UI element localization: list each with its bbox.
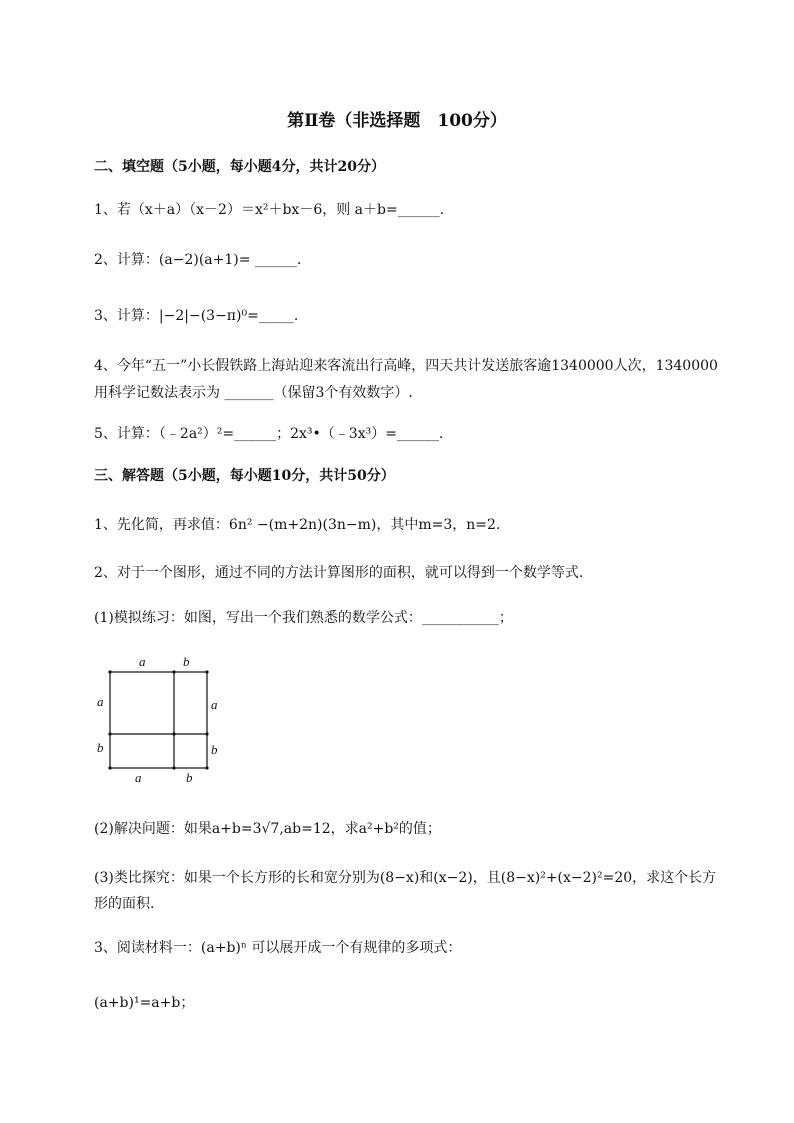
outer-square (110, 672, 207, 768)
corner-dot (108, 732, 111, 735)
solve-question-2-intro: 2、对于一个图形，通过不同的方法计算图形的面积，就可以得到一个数学等式. (94, 565, 584, 581)
section-3-heading: 三、解答题（5小题，每小题10分，共计50分） (94, 468, 395, 484)
label-bottom-b: b (186, 770, 193, 785)
fill-question-5: 5、计算：（﹣2a²）²=______；2x³•（﹣3x³）=______. (94, 426, 444, 442)
label-right-a: a (211, 697, 218, 712)
label-left-b: b (97, 740, 104, 755)
solve-question-3-intro: 3、阅读材料一：(a+b)ⁿ 可以展开成一个有规律的多项式： (94, 940, 462, 956)
solve-question-2-part-3-line-1: (3)类比探究：如果一个长方形的长和宽分别为(8−x)和(x−2)，且(8−x)²+(x−2)²=20，求这个长方 (94, 870, 717, 886)
section-2-heading: 二、填空题（5小题，每小题4分，共计20分） (94, 159, 385, 175)
fill-question-1: 1、若（x＋a）（x－2）＝x²＋bx－6，则 a＋b=______. (94, 202, 445, 218)
solve-question-3-formula: (a+b)¹=a+b； (94, 995, 195, 1011)
label-right-b: b (211, 742, 218, 757)
fill-question-4-line-2: 用科学记数法表示为 _______（保留3个有效数字）. (94, 385, 413, 401)
corner-dot (172, 766, 175, 769)
corner-dot (172, 670, 175, 673)
label-top-a: a (139, 654, 146, 669)
square-diagram (92, 652, 232, 788)
solve-question-2-part-1: (1)模拟练习：如图，写出一个我们熟悉的数学公式：___________； (94, 610, 513, 626)
corner-dot (205, 670, 208, 673)
corner-dot (205, 766, 208, 769)
fill-question-4-line-1: 4、今年“五一”小长假铁路上海站迎来客流出行高峰，四天共计发送旅客逾1340000人次，1340000 (94, 358, 718, 374)
corner-dot (205, 732, 208, 735)
corner-dot (108, 670, 111, 673)
fill-question-2: 2、计算：(a−2)(a+1)= ______. (94, 252, 302, 268)
square-area-figure (92, 652, 232, 788)
solve-question-2-part-3-line-2: 形的面积. (94, 896, 155, 912)
solve-question-2-part-2: (2)解决问题：如果a+b=3√7,ab=12，求a²+b²的值； (94, 821, 441, 837)
page-title: 第Ⅱ卷（非选择题 100分） (287, 111, 507, 131)
solve-question-1: 1、先化简，再求值：6n² −(m+2n)(3n−m)，其中m=3，n=2. (94, 517, 501, 533)
label-bottom-a: a (135, 770, 142, 785)
label-left-a: a (97, 694, 104, 709)
label-top-b: b (183, 654, 190, 669)
corner-dot (108, 766, 111, 769)
corner-dot (172, 732, 175, 735)
fill-question-3: 3、计算：|−2|−(3−π)⁰=_____. (94, 308, 299, 324)
